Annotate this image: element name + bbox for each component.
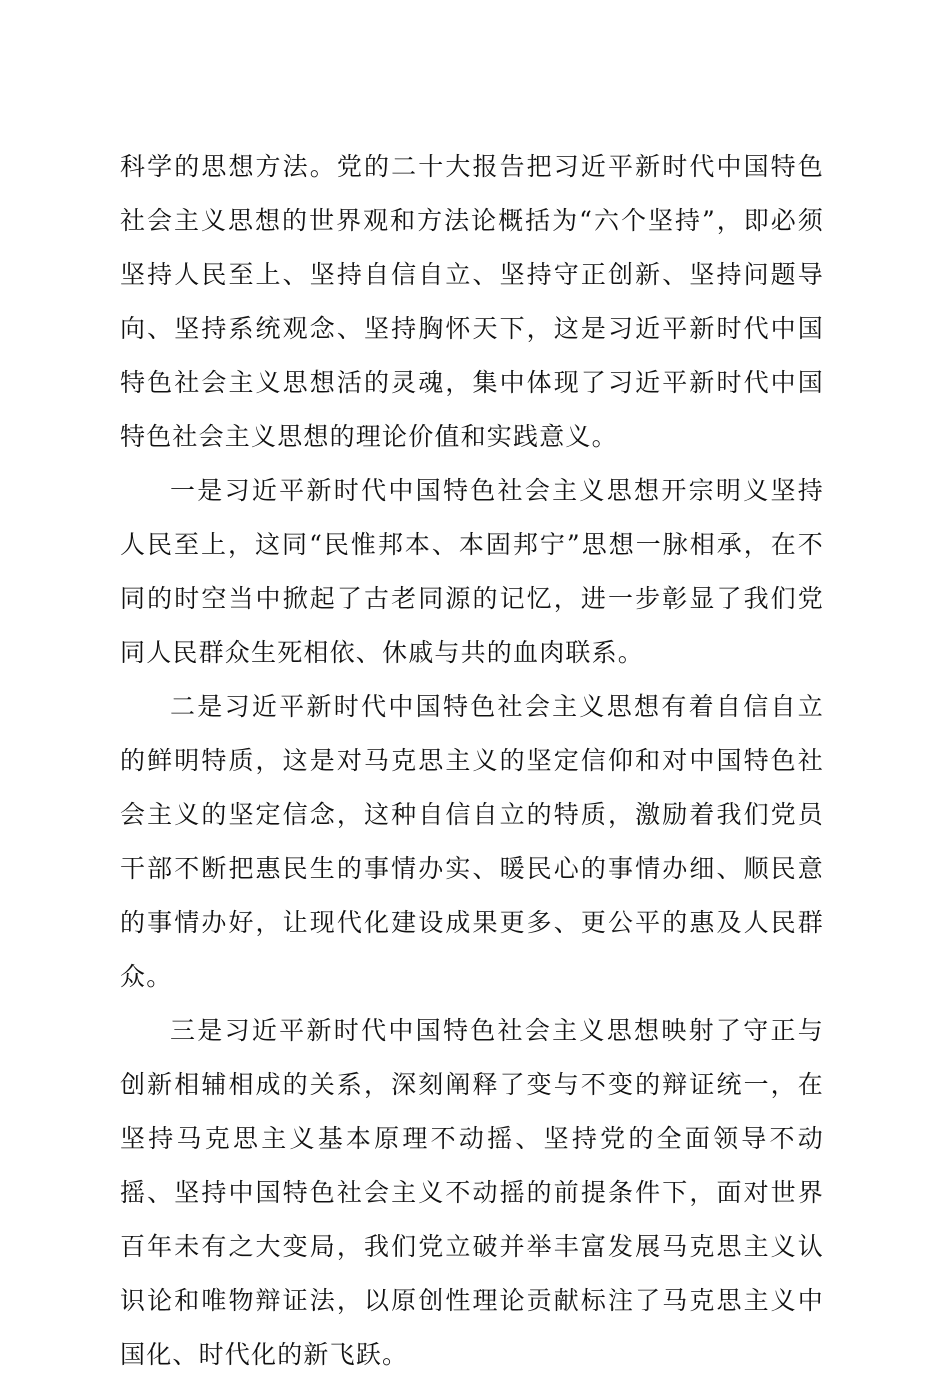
paragraph-point-one: 一是习近平新时代中国特色社会主义思想开宗明义坚持人民至上，这同“民惟邦本、本固邦宁”思想一脉相承，在不同的时空当中掀起了古老同源的记忆，进一步彰显了我们党同人民群众生死相依、休戚与共的血肉联系。 [120, 476, 824, 667]
paragraph-point-two: 二是习近平新时代中国特色社会主义思想有着自信自立的鲜明特质，这是对马克思主义的坚定信仰和对中国特色社会主义的坚定信念，这种自信自立的特质，激励着我们党员干部不断把惠民生的事情办实、暖民心的事情办细、顺民意的事情办好，让现代化建设成果更多、更公平的惠及人民群众。 [120, 692, 824, 991]
document-body [120, 140, 824, 1382]
paragraph-point-three: 三是习近平新时代中国特色社会主义思想映射了守正与创新相辅相成的关系，深刻阐释了变与不变的辩证统一，在坚持马克思主义基本原理不动摇、坚持党的全面领导不动摇、坚持中国特色社会主义不动摇的前提条件下，面对世界百年未有之大变局，我们党立破并举丰富发展马克思主义认识论和唯物辩证法，以原创性理论贡献标注了马克思主义中国化、时代化的新飞跃。 [120, 1016, 824, 1369]
paragraph-continuation: 科学的思想方法。党的二十大报告把习近平新时代中国特色社会主义思想的世界观和方法论概括为“六个坚持”，即必须坚持人民至上、坚持自信自立、坚持守正创新、坚持问题导向、坚持系统观念、坚持胸怀天下，这是习近平新时代中国特色社会主义思想活的灵魂，集中体现了习近平新时代中国特色社会主义思想的理论价值和实践意义。 [120, 152, 824, 451]
